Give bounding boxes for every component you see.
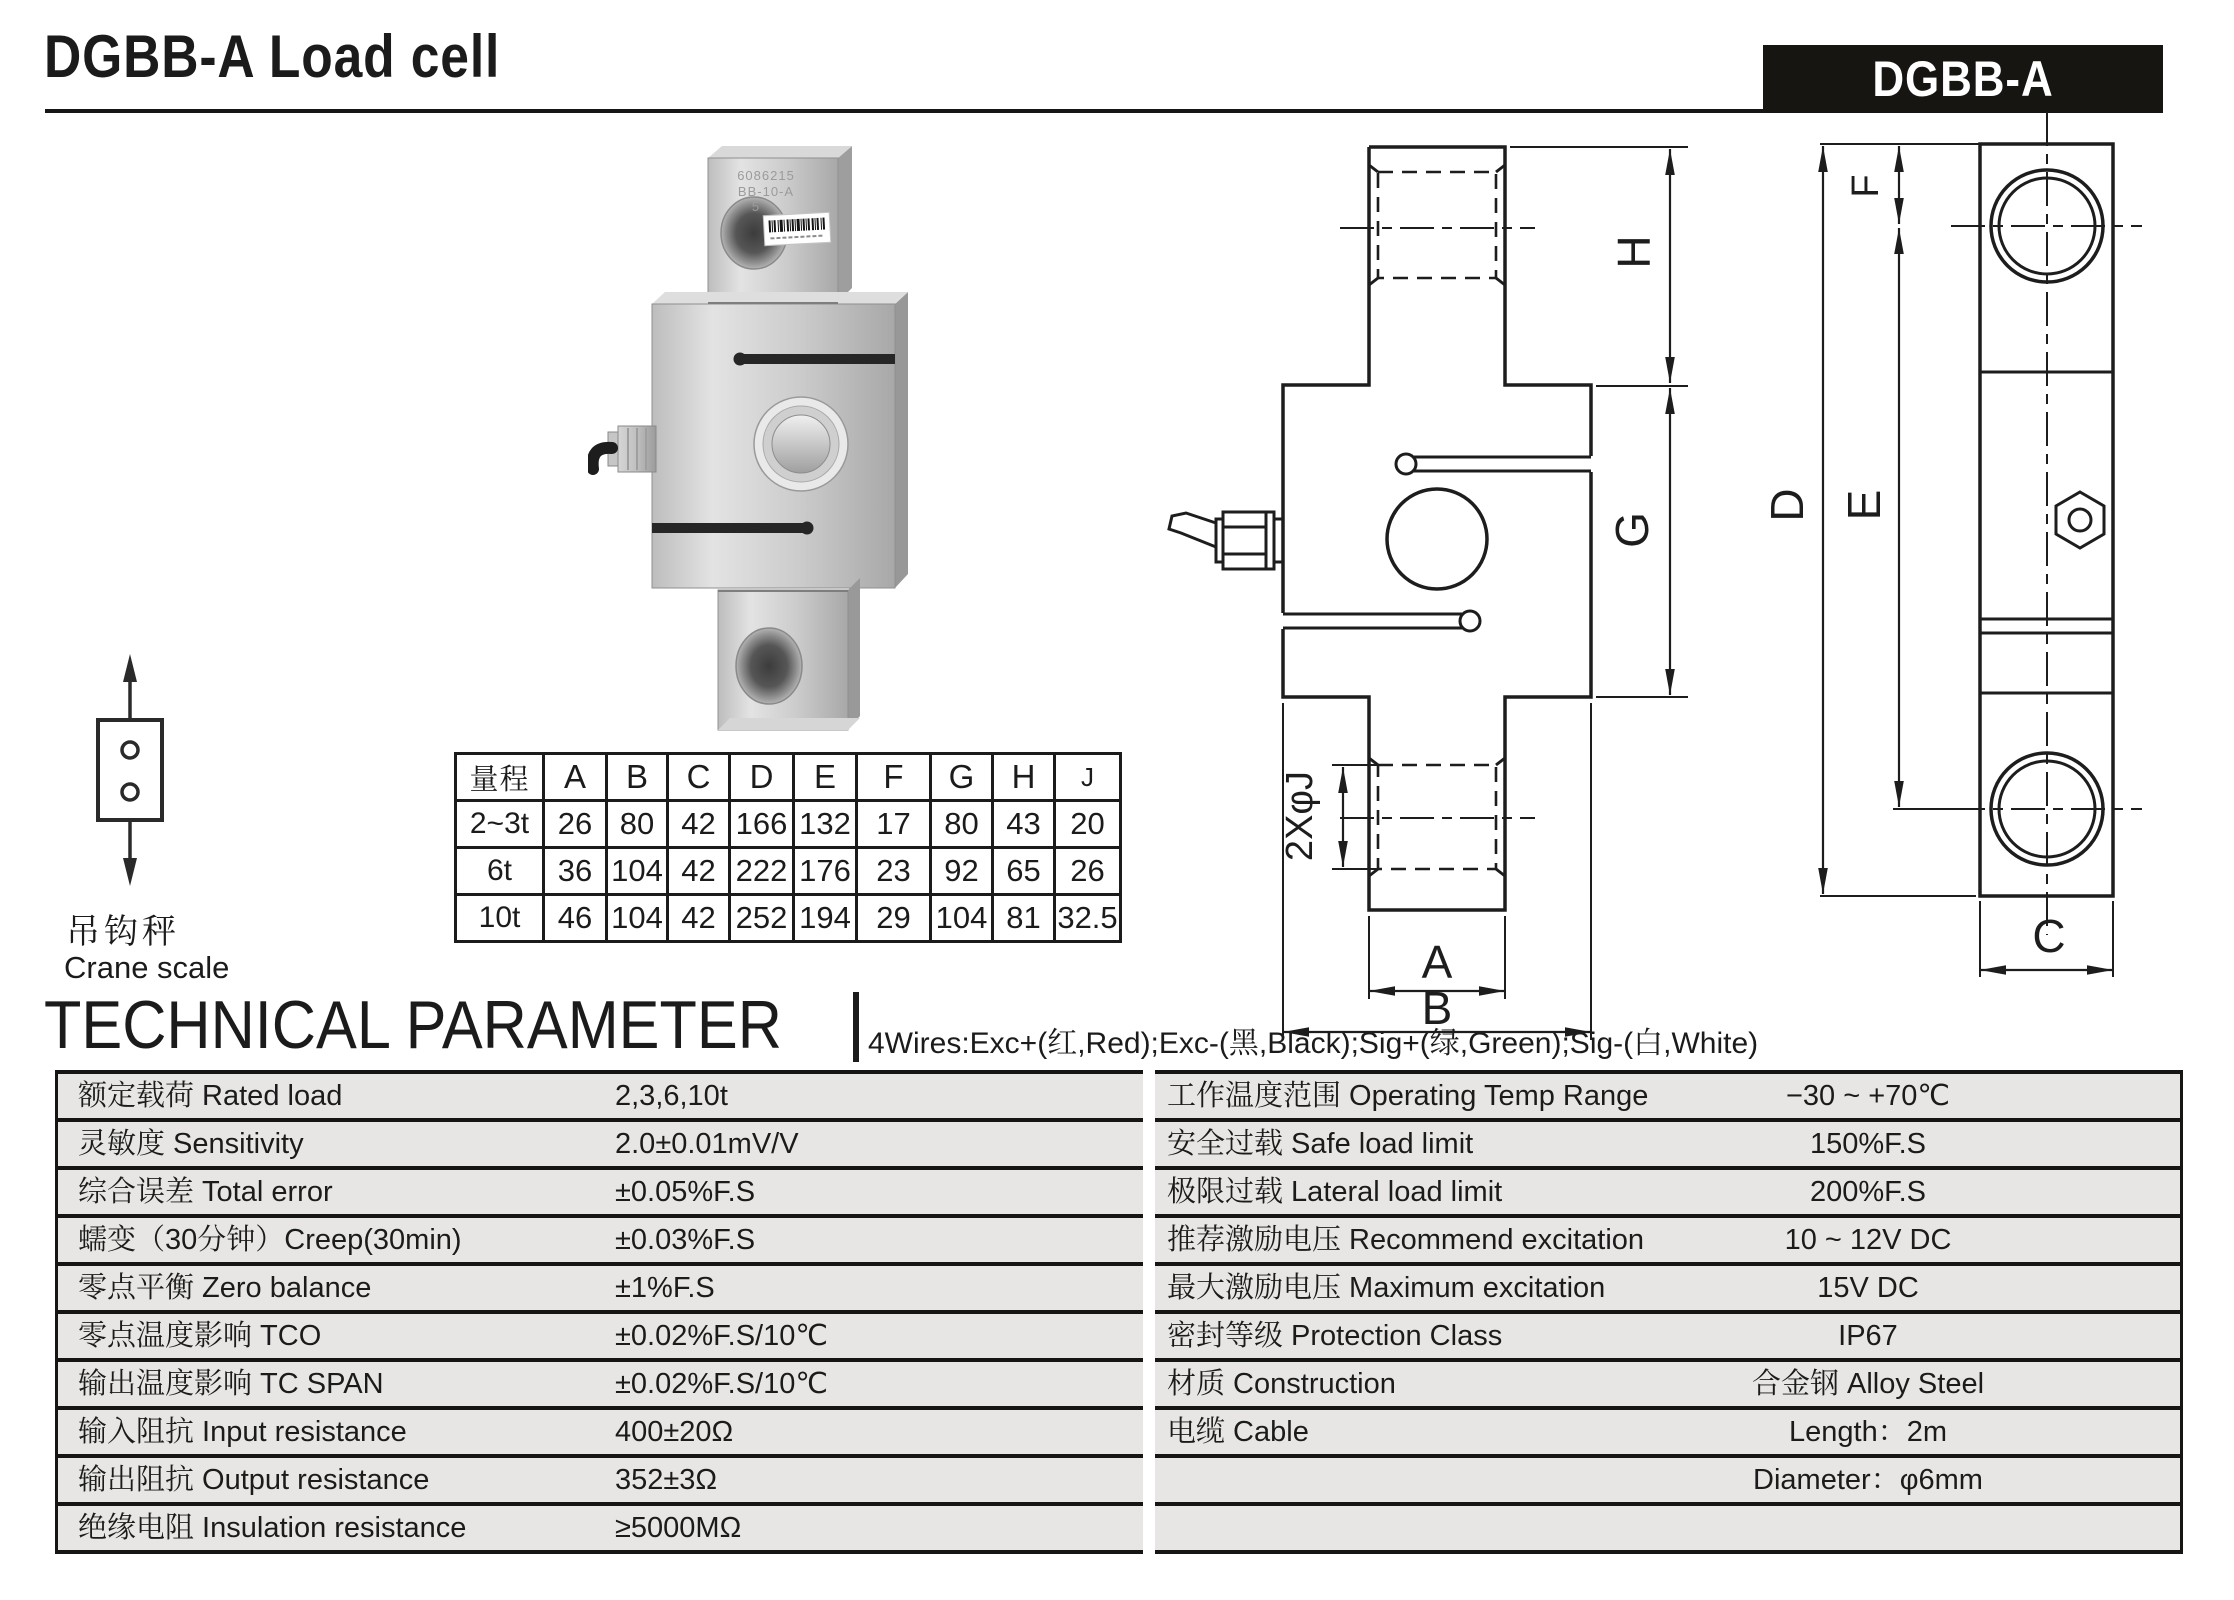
spec-value: 合金钢 Alloy Steel (1751, 1368, 1985, 1400)
dim-header-cell: E (794, 754, 857, 801)
spec-value: 150%F.S (1809, 1128, 1927, 1160)
dim-cell: 10t (456, 895, 544, 942)
dim-cell: 26 (544, 801, 607, 848)
dim-cell: 81 (993, 895, 1055, 942)
spec-row (58, 1502, 1143, 1550)
spec-row (58, 1118, 1143, 1166)
spec-label: 推荐激励电压 Recommend excitation (1167, 1224, 1645, 1256)
dim-row (456, 895, 1121, 942)
hex-nut (2056, 492, 2104, 548)
dim-cell: 20 (1055, 801, 1121, 848)
photo-bottom-tab (718, 578, 860, 730)
spec-row (1155, 1262, 2180, 1310)
spec-label: 蠕变（30分钟）Creep(30min) (78, 1224, 462, 1256)
crane-label-en: Crane scale (64, 950, 230, 985)
heading-divider-bar (853, 992, 859, 1062)
spec-label: 安全过载 Safe load limit (1167, 1128, 1474, 1160)
spec-row (58, 1166, 1143, 1214)
dim-header-cell: 量程 (456, 754, 544, 801)
top-threaded-hole (1378, 172, 1496, 278)
spec-table-right (1155, 1070, 2183, 1554)
spec-value: 200%F.S (1809, 1176, 1927, 1208)
spec-row (58, 1310, 1143, 1358)
spec-row (1155, 1406, 2180, 1454)
crane-label-zh: 吊钩秤 (66, 913, 180, 951)
spec-value: Length：2m (1789, 1416, 1947, 1448)
spec-row (1155, 1502, 2180, 1550)
dim-cell: 104 (607, 848, 668, 895)
section-heading: TECHNICAL PARAMETER (44, 987, 782, 1063)
dim-cell: 80 (607, 801, 668, 848)
spec-value: 2.0±0.01mV/V (615, 1128, 799, 1160)
dim-cell: 166 (730, 801, 794, 848)
spec-label: 灵敏度 Sensitivity (78, 1128, 304, 1160)
spec-row (1155, 1358, 2180, 1406)
dimension-table (454, 752, 1122, 943)
dim-header-cell: C (668, 754, 730, 801)
dim-label-B: B (1421, 982, 1453, 1034)
spec-row (1155, 1310, 2180, 1358)
spec-row (58, 1406, 1143, 1454)
engraving-line: 5 (751, 199, 761, 214)
dim-cell: 32.5 (1055, 895, 1121, 942)
dim-cell: 92 (931, 848, 993, 895)
spec-value: 352±3Ω (615, 1464, 718, 1496)
dim-header-cell: J (1055, 754, 1121, 801)
wires-note: 4Wires:Exc+(红,Red);Exc-(黑,Black);Sig+(绿,Green);Sig-(白,White) (868, 1027, 1759, 1060)
spec-value: ±1%F.S (615, 1272, 715, 1304)
dim-cell: 42 (668, 895, 730, 942)
dim-header-cell: H (993, 754, 1055, 801)
engineering-drawings (1140, 100, 2234, 1060)
lower-slot-end (1460, 611, 1480, 631)
dim-header-row (456, 754, 1121, 801)
spec-label: 输出温度影响 TC SPAN (78, 1368, 384, 1400)
spec-label: 绝缘电阻 Insulation resistance (78, 1512, 467, 1544)
dim-header-cell: G (931, 754, 993, 801)
dim-label-A: A (1421, 936, 1453, 988)
spec-value: 10 ~ 12V DC (1784, 1224, 1952, 1256)
dim-label-G: G (1606, 512, 1658, 548)
dim-label-C: C (2032, 910, 2066, 962)
dim-header-cell: A (544, 754, 607, 801)
spec-label: 零点平衡 Zero balance (78, 1272, 372, 1304)
side-view-drawing (1761, 112, 2142, 977)
product-photo (588, 116, 932, 752)
spec-label: 密封等级 Protection Class (1167, 1320, 1503, 1352)
spec-value: 15V DC (1817, 1272, 1919, 1304)
photo-body (593, 292, 908, 588)
spec-row (58, 1262, 1143, 1310)
dim-row (456, 801, 1121, 848)
dim-cell: 42 (668, 848, 730, 895)
dim-cell: 65 (993, 848, 1055, 895)
spec-row (1155, 1118, 2180, 1166)
dim-cell: 17 (857, 801, 931, 848)
front-view-drawing (1169, 147, 1688, 1040)
spec-label: 最大激励电压 Maximum excitation (1167, 1272, 1606, 1304)
spec-table-left (55, 1070, 1143, 1554)
spec-label: 零点温度影响 TCO (78, 1320, 322, 1352)
model-badge-label: DGBB-A (1872, 51, 2054, 107)
dim-cell: 42 (668, 801, 730, 848)
dim-cell: 176 (794, 848, 857, 895)
center-hole (1387, 489, 1487, 589)
dim-cell: 2~3t (456, 801, 544, 848)
spec-value: ±0.02%F.S/10℃ (615, 1320, 828, 1352)
spec-label: 额定载荷 Rated load (78, 1080, 343, 1112)
spec-row (58, 1358, 1143, 1406)
spec-value: ±0.02%F.S/10℃ (615, 1368, 828, 1400)
crane-link-body (98, 720, 162, 820)
engraving-line: BB-10-A (737, 184, 795, 199)
dim-cell: 46 (544, 895, 607, 942)
spec-row (1155, 1214, 2180, 1262)
dim-label-E: E (1838, 489, 1890, 521)
spec-label: 工作温度范围 Operating Temp Range (1167, 1080, 1649, 1112)
dim-label-F: F (1845, 174, 1887, 198)
upper-slot-end (1396, 454, 1416, 474)
dim-cell: 194 (794, 895, 857, 942)
spec-value: IP67 (1838, 1320, 1898, 1352)
dim-cell: 6t (456, 848, 544, 895)
spec-label: 输出阻抗 Output resistance (78, 1464, 430, 1496)
dim-cell: 29 (857, 895, 931, 942)
spec-label: 输入阻抗 Input resistance (78, 1416, 407, 1448)
spec-value: 2,3,6,10t (615, 1080, 728, 1112)
spec-value: ±0.03%F.S (615, 1224, 756, 1256)
dim-header-cell: B (607, 754, 668, 801)
spec-value: 400±20Ω (615, 1416, 734, 1448)
spec-label: 材质 Construction (1167, 1368, 1396, 1400)
dim-row (456, 848, 1121, 895)
dim-cell: 80 (931, 801, 993, 848)
dim-cell: 222 (730, 848, 794, 895)
page-title: DGBB-A Load cell (44, 23, 501, 90)
spec-label: 极限过载 Lateral load limit (1167, 1176, 1503, 1208)
spec-label: 综合误差 Total error (78, 1176, 333, 1208)
dim-cell: 104 (931, 895, 993, 942)
spec-row (1155, 1454, 2180, 1502)
spec-value: −30 ~ +70℃ (1785, 1080, 1950, 1112)
spec-label: 电缆 Cable (1167, 1416, 1309, 1448)
dim-label-2XJ: 2XφJ (1279, 770, 1321, 862)
dim-cell: 43 (993, 801, 1055, 848)
dim-cell: 36 (544, 848, 607, 895)
spec-value: Diameter：φ6mm (1753, 1464, 1983, 1496)
dim-header-cell: F (857, 754, 931, 801)
spec-row (1155, 1166, 2180, 1214)
dim-cell: 252 (730, 895, 794, 942)
dim-label-H: H (1608, 235, 1660, 269)
barcode-sticker (763, 212, 830, 245)
spec-row (1155, 1070, 2180, 1118)
cable-gland-drawing (1169, 512, 1283, 569)
cable-line (1169, 513, 1216, 547)
dim-cell: 132 (794, 801, 857, 848)
spec-row (58, 1214, 1143, 1262)
spec-value: ±0.05%F.S (615, 1176, 756, 1208)
spec-row (58, 1070, 1143, 1118)
spec-value: ≥5000MΩ (615, 1512, 742, 1544)
photo-center-button (754, 397, 848, 491)
dim-label-D: D (1761, 488, 1813, 522)
dim-header-cell: D (730, 754, 794, 801)
engraving-line: 6086215 (737, 168, 795, 183)
dim-cell: 104 (607, 895, 668, 942)
spec-row (58, 1454, 1143, 1502)
dim-cell: 26 (1055, 848, 1121, 895)
dim-cell: 23 (857, 848, 931, 895)
